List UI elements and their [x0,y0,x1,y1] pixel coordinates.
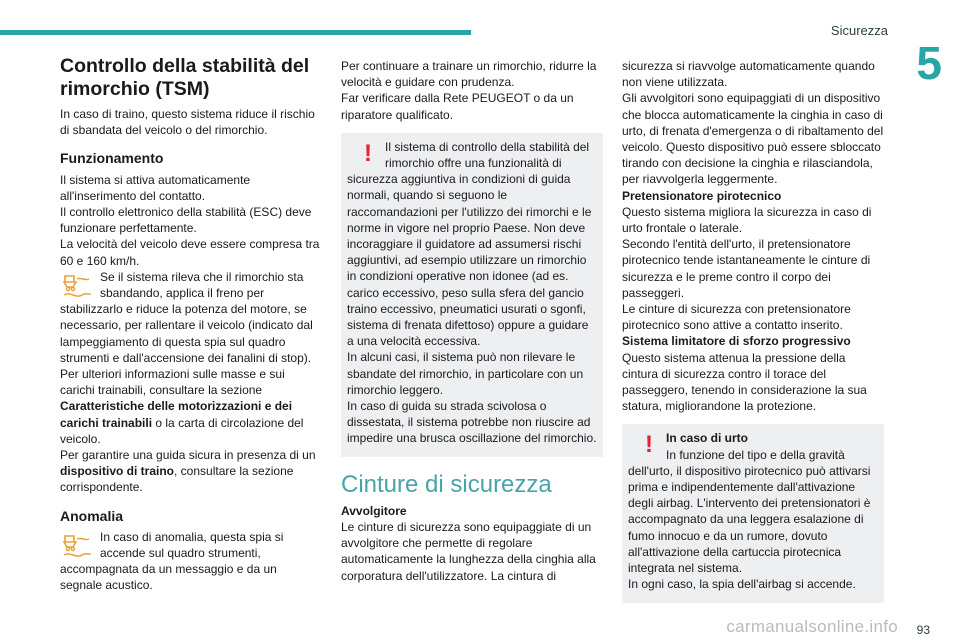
warn-urto-paragraph-2: In ogni caso, la spia dell'airbag si accende. [628,577,856,592]
column-3 [622,58,884,607]
funz-p5-text-c: , consultare la sezione corrispondente. [60,464,294,495]
col3-paragraph-1: sicurezza si riavvolge automaticamente quando non viene utilizzata. [622,59,875,90]
anom-icon-text: In caso di anomalia, questa spia si accende sul quadro strumenti, accompagnata da un messaggio e da un segnale acustico. [60,529,284,593]
anom-icon-paragraph [60,529,322,594]
intro-text: In caso di traino, questo sistema riduce il rischio di sbandata del veicolo o del rimorchio. [60,107,315,138]
funz-icon-text: Se il sistema rileva che il rimorchio sta sbandando, applica il freno per stabilizzarlo e riduce la potenza del motore, se necessario, per rallentare il veicolo (indicato dal lampeggiamento di questa spia sul quadro strumenti e dall'accensione dei fanalini di stop). [60,269,313,365]
col2-paragraph-1: Per continuare a trainare un rimorchio, ridurre la velocità e guidare con prudenza. [341,59,597,90]
funz-paragraph-3: La velocità del veicolo deve essere compresa tra 60 e 160 km/h. [60,237,320,268]
heading-funzionamento: Funzionamento [60,150,164,167]
exclamation-warning-icon: ! [364,139,372,167]
funz-p5-text-a: Per garantire una guida sicura in presenza di un [60,448,316,463]
avv-text: Le cinture di sicurezza sono equipaggiate di un avvolgitore che permette di regolare automaticamente la lunghezza della cinghia alla corporatura dell'utilizzatore. La cintura di [341,520,596,583]
pret-paragraph-2: Secondo l'entità dell'urto, il pretensionatore pirotecnico tende istantaneamente le cinture di sicurezza e le preme contro il corpo dei passeggeri. [622,237,871,300]
warning-box-tsm [341,133,603,457]
funz-icon-paragraph [60,269,322,366]
warn-tsm-paragraph-3: In caso di guida su strada scivolosa o dissestata, il sistema potrebbe non riuscire ad impedire una brusca oscillazione del rimorchio. [347,399,597,446]
heading-cinture: Cinture di sicurezza [341,470,552,498]
col3-paragraph-2: Gli avvolgitori sono equipaggiati di un dispositivo che blocca automaticamente la cinghia in caso di urto, di frenata d'emergenza o di ribaltamento del veicolo. Questo dispositivo può essere sbloccato tirando con decisione la cinghia e rilasciandola, per riavvolgerla leggermente. [622,91,884,187]
warning-box-urto [622,424,884,602]
funz-p5-bold-link: dispositivo di traino [60,464,175,479]
funz-paragraph-5 [60,447,322,496]
trailer-stability-icon [60,271,94,301]
heading-pretensionatore-text: Pretensionatore pirotecnico [622,188,782,203]
page-number: 93 [916,623,930,637]
chapter-number: 5 [916,37,942,89]
exclamation-warning-icon: ! [645,431,653,459]
heading-limitatore [622,333,884,349]
heading-limitatore-text: Sistema limitatore di sforzo progressivo [622,334,851,349]
warn-urto-title-text: In caso di urto [666,431,749,446]
funz-paragraph-1: Il sistema si attiva automaticamente all'inserimento del contatto. [60,172,251,203]
top-accent-bar [0,30,471,35]
pret-paragraph-3: Le cinture di sicurezza con pretensionatore pirotecnico sono attive a contatto inserito. [622,302,851,333]
pret-paragraph-1: Questo sistema migliora la sicurezza in caso di urto frontale o laterale. [622,204,872,236]
funz-paragraph-2: Il controllo elettronico della stabilità (ESC) deve funzionare perfettamente. [60,205,312,236]
funz-p4-text-a: Per ulteriori informazioni sulle masse e sui carichi trainabili, consultare la sezione [60,367,285,398]
heading-avvolgitore [341,503,603,519]
column-2 [341,58,603,584]
col2-paragraph-2: Far verificare dalla Rete PEUGEOT o da un riparatore qualificato. [341,91,574,122]
page-title: Controllo della stabilità del rimorchio (TSM) [60,55,310,100]
heading-avvolgitore-text: Avvolgitore [341,503,407,518]
funz-paragraph-4 [60,366,322,447]
heading-pretensionatore [622,188,884,204]
funz-p4-text-c: o la carta di circolazione del veicolo. [60,415,304,446]
funz-p4-bold-link: Caratteristiche delle motorizzazioni e dei carichi trainabili [60,399,293,430]
trailer-stability-icon [60,531,94,561]
column-1 [60,55,322,594]
section-label: Sicurezza [830,23,888,38]
warn-tsm-paragraph-1: Il sistema di controllo della stabilità del rimorchio offre una funzionalità di sicurezza aggiuntiva in condizioni di guida normali, quando si seguono le raccomandazioni per l'utilizzo dei rimorchi e le norme in vigore nel proprio Paese. Non deve incoraggiare il guidatore ad assumersi rischi aggiuntivi, ad esempio utilizzare un rimorchio in condizioni operative non idonee (ad es. carico eccessivo, peso sulla sfera del gancio traino eccessivo, pneumatici usurati o sgonfi, sistema di frenata difettoso) oppure a guidare a una velocità eccessiva. [347,139,592,349]
heading-anomalia: Anomalia [60,507,124,524]
warn-tsm-paragraph-2: In alcuni casi, il sistema può non rilevare le sbandate del rimorchio, in particolare con un rimorchio leggero. [347,350,584,397]
lim-paragraph: Questo sistema attenua la pressione della cintura di sicurezza contro il torace del passeggero, tenendo in considerazione la sua statura, migliorandone la protezione. [622,350,867,414]
watermark: carmanualsonline.info [726,617,898,636]
warn-urto-paragraph-1: In funzione del tipo e della gravità dell'urto, il dispositivo pirotecnico può attivarsi prima e indipendentemente dall'attivazione degli airbag. L'intervento dei pretensionatori è accompagnato da una leggera esalazione di fumo innocuo e da un rumore, dovuto all'attivazione della cartuccia pirotecnica integrata nel sistema. [628,447,871,576]
warn-urto-title [628,430,878,446]
